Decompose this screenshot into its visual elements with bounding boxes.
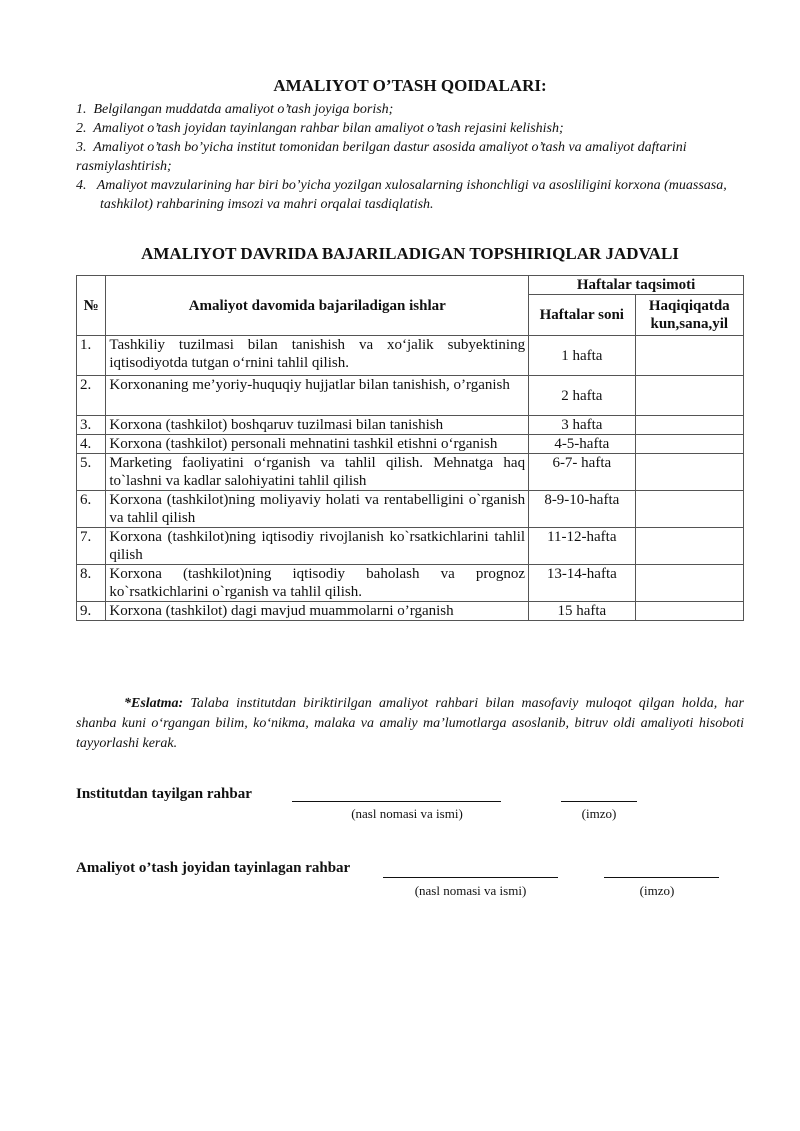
rule-text: Amaliyot o’tash joyidan tayinlangan rahbar bilan amaliyot o’tash rejasini kelishish; [93,121,564,136]
rule-number: 3. [76,140,87,155]
note-text: Talaba institutdan biriktirilgan amaliyot rahbari bilan masofaviy muloqot qilgan holda, har shanba kuni o‘rgangan bilim, ko‘nikma, malaka va amaliy ma’lumotlarga asoslanib, bitruv oldi amaliyoti hisoboti tayyorlashi kerak. [76,696,744,751]
table-row [77,602,744,621]
row-actual [635,416,743,435]
table-row [77,336,744,376]
table-row [77,491,744,528]
tasks-table [76,275,744,621]
page-title: AMALIYOT O’TASH QOIDALARI: [273,76,547,95]
row-task: Korxona (tashkilot)ning moliyaviy holati va rentabelligini o`rganish va tahlil qilish [106,491,529,528]
row-number: 3. [77,416,106,435]
row-weeks: 6-7- hafta [529,454,635,491]
name-caption: (nasl nomasi va ismi) [351,806,463,821]
row-task: Korxona (tashkilot) personali mehnatini tashkil etishni o‘rganish [106,435,529,454]
row-number: 2. [77,376,106,416]
row-number: 6. [77,491,106,528]
signature-sign-line [604,876,719,878]
column-header-weeks: Haftalar soni [529,295,635,336]
row-number: 9. [77,602,106,621]
row-task: Korxona (tashkilot) boshqaruv tuzilmasi bilan tanishish [106,416,529,435]
rule-number: 1. [76,102,87,117]
row-task: Korxona (tashkilot)ning iqtisodiy baholash va prognoz ko`rsatkichlarini o`rganish va tahlil qilish. [106,565,529,602]
column-header-actual: Haqiqiqatda kun,sana,yil [635,295,743,336]
rule-text: Belgilangan muddatda amaliyot o’tash joyiga borish; [93,102,394,117]
row-actual [635,602,743,621]
row-actual [635,565,743,602]
signature-sign-line [561,800,637,802]
table-title: AMALIYOT DAVRIDA BAJARILADIGAN TOPSHIRIQLAR JADVALI [141,244,679,263]
table-row [77,416,744,435]
row-task: Korxonaning me’yoriy-huquqiy hujjatlar bilan tanishish, o’rganish [106,376,529,416]
column-header-number: № [77,276,106,336]
row-weeks: 1 hafta [529,336,635,376]
row-weeks: 3 hafta [529,416,635,435]
table-row [77,454,744,491]
rule-text: Amaliyot o’tash bo’yicha institut tomonidan berilgan dastur asosida amaliyot o’tash va amaliyot daftarini rasmiylashtirish; [76,140,687,174]
column-header-task: Amaliyot davomida bajariladigan ishlar [106,276,529,336]
rule-text: Amaliyot mavzularining har biri bo’yicha yozilgan xulosalarning ishonchligi va asosliligini korxona (muassasa, tashkilot) rahbarining imsozi va mahri orqalai tasdiqlatish. [96,178,727,212]
table-row [77,435,744,454]
row-number: 8. [77,565,106,602]
row-actual [635,376,743,416]
signature-name-line [292,800,501,802]
row-actual [635,454,743,491]
row-task: Korxona (tashkilot)ning iqtisodiy rivojlanish ko`rsatkichlarini tahlil qilish [106,528,529,565]
row-weeks: 2 hafta [529,376,635,416]
row-number: 1. [77,336,106,376]
rule-item [76,176,736,214]
signature-label-institute: Institutdan tayilgan rahbar [76,786,252,802]
rule-item [76,119,736,138]
row-weeks: 4-5-hafta [529,435,635,454]
rule-number: 2. [76,121,87,136]
row-task: Korxona (tashkilot) dagi mavjud muammolarni o’rganish [106,602,529,621]
name-caption: (nasl nomasi va ismi) [414,883,527,898]
row-number: 7. [77,528,106,565]
sign-caption: (imzo) [639,883,675,898]
table-header-row [77,276,744,295]
row-weeks: 8-9-10-hafta [529,491,635,528]
table-row [77,565,744,602]
row-actual [635,528,743,565]
rules-list [76,100,736,214]
row-number: 5. [77,454,106,491]
signature-name-line [383,876,558,878]
column-header-group: Haftalar taqsimoti [529,276,744,295]
row-weeks: 15 hafta [529,602,635,621]
row-number: 4. [77,435,106,454]
note-paragraph [76,694,744,754]
rule-item [76,138,736,176]
row-actual [635,491,743,528]
row-actual [635,435,743,454]
row-actual [635,336,743,376]
row-task: Marketing faoliyatini o‘rganish va tahlil qilish. Mehnatga haq to`lashni va kadlar salohiyatini tahlil qilish [106,454,529,491]
table-row [77,376,744,416]
row-task: Tashkiliy tuzilmasi bilan tanishish va xo‘jalik subyektining iqtisodiyotda tutgan o‘rnini tahlil qilish. [106,336,529,376]
rule-number: 4. [76,178,87,193]
sign-caption: (imzo) [581,806,617,821]
row-weeks: 13-14-hafta [529,565,635,602]
table-row [77,528,744,565]
rule-item [76,100,736,119]
row-weeks: 11-12-hafta [529,528,635,565]
note-lead: *Eslatma: [124,696,184,711]
signature-label-workplace: Amaliyot o’tash joyidan tayinlagan rahbar [76,860,351,876]
